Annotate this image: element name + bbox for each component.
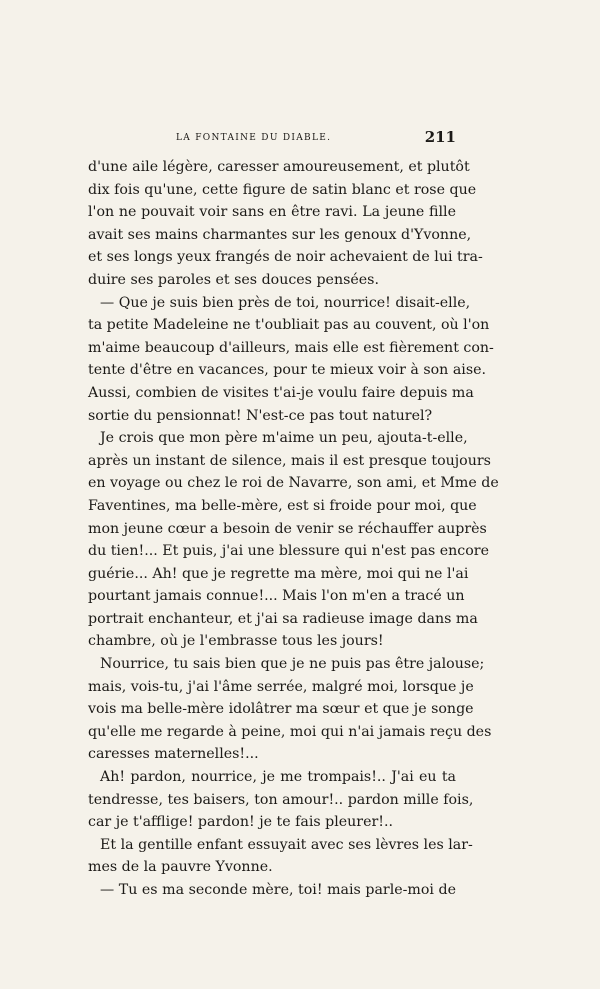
text-line: d'une aile légère, caresser amoureusement, et plutôt — [88, 159, 470, 175]
text-line: dix fois qu'une, cette figure de satin blanc et rose que — [88, 181, 477, 198]
text-line: car je t'afflige! pardon! je te fais pleurer!.. — [88, 814, 393, 831]
text-line: — Tu es ma seconde mère, toi! mais parle-moi de — [100, 882, 456, 898]
text-line: mes de la pauvre Yvonne. — [88, 859, 273, 876]
text-line: avait ses mains charmantes sur les genoux d'Yvonne, — [88, 226, 472, 243]
text-line: mon jeune cœur a besoin de venir se réchauffer auprès — [88, 520, 487, 537]
text-line: du tien!... Et puis, j'ai une blessure qui n'est pas encore — [88, 543, 489, 560]
text-line: duire ses paroles et ses douces pensées. — [88, 271, 379, 288]
text-line: l'on ne pouvait voir sans en être ravi. La jeune fille — [88, 204, 456, 221]
text-line: caresses maternelles!... — [88, 746, 259, 763]
text-line: Et la gentille enfant essuyait avec ses lèvres les lar- — [100, 836, 473, 853]
text-line: Nourrice, tu sais bien que je ne puis pas être jalouse; — [100, 656, 485, 673]
text-line: chambre, où je l'embrasse tous les jours! — [88, 633, 384, 650]
text-line: m'aime beaucoup d'ailleurs, mais elle est fièrement con- — [88, 339, 494, 356]
text-line: portrait enchanteur, et j'ai sa radieuse image dans ma — [88, 610, 478, 627]
text-line: Aussi, combien de visites t'ai-je voulu faire depuis ma — [88, 384, 474, 401]
text-line: vois ma belle-mère idolâtrer ma sœur et que je songe — [88, 701, 474, 718]
text-line: Je crois que mon père m'aime un peu, ajouta-t-elle, — [100, 430, 468, 447]
running-title: LA FONTAINE DU DIABLE. — [176, 133, 332, 143]
text-line: sortie du pensionnat! N'est-ce pas tout naturel? — [88, 407, 433, 424]
text-line: Faventines, ma belle-mère, est si froide pour moi, que — [88, 497, 477, 514]
text-line: tendresse, tes baisers, ton amour!.. pardon mille fois, — [88, 791, 474, 808]
text-line: pourtant jamais connue!... Mais l'on m'en a tracé un — [88, 588, 465, 605]
text-line: qu'elle me regarde à peine, moi qui n'ai jamais reçu des — [88, 723, 492, 740]
text-line: ta petite Madeleine ne t'oubliait pas au couvent, où l'on — [88, 317, 490, 334]
text-line: — Que je suis bien près de toi, nourrice! disait-elle, — [100, 294, 471, 311]
text-line: en voyage ou chez le roi de Navarre, son ami, et Mme de — [88, 475, 499, 492]
text-line: et ses longs yeux frangés de noir achevaient de lui tra- — [88, 249, 483, 266]
text-line: après un instant de silence, mais il est presque toujours — [88, 452, 491, 469]
text-line: tente d'être en vacances, pour te mieux voir à son aise. — [88, 362, 487, 379]
text-line: Ah! pardon, nourrice, je me trompais!.. J'ai eu ta — [100, 769, 456, 786]
page-number: 211 — [424, 128, 456, 146]
text-line: guérie... Ah! que je regrette ma mère, moi qui ne l'ai — [88, 565, 469, 582]
page-header — [88, 128, 456, 151]
body-text — [88, 156, 499, 902]
text-line: mais, vois-tu, j'ai l'âme serrée, malgré moi, lorsque je — [88, 678, 474, 695]
